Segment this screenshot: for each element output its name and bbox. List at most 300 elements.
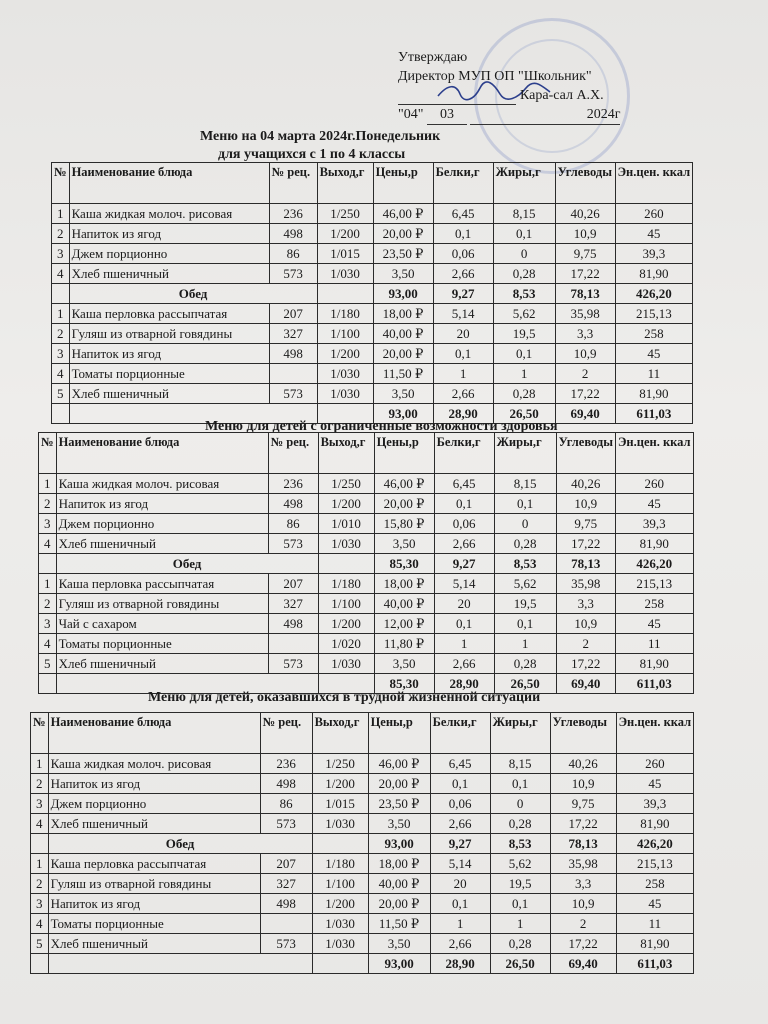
table-cell: Хлеб пшеничный <box>48 934 260 954</box>
table-cell: Гуляш из отварной говядины <box>56 594 268 614</box>
total-cell: 426,20 <box>616 834 694 854</box>
table-cell: Томаты порционные <box>48 914 260 934</box>
table-cell: 86 <box>260 794 312 814</box>
total-cell: 8,53 <box>493 284 555 304</box>
menu-table <box>51 162 693 424</box>
column-header: № рец. <box>268 433 318 474</box>
total-cell: 93,00 <box>368 954 430 974</box>
column-header: Выход,г <box>312 713 368 754</box>
total-cell: 69,40 <box>555 404 615 424</box>
total-cell: 9,27 <box>430 834 490 854</box>
column-header: Жиры,г <box>494 433 556 474</box>
table-cell: 20 <box>430 874 490 894</box>
table-cell: 11,50 ₽ <box>373 364 433 384</box>
table-cell: 2,66 <box>430 814 490 834</box>
table-cell <box>318 554 374 574</box>
table-row <box>52 384 693 404</box>
table-cell: 46,00 ₽ <box>373 204 433 224</box>
table-cell: 10,9 <box>555 344 615 364</box>
section-title: для учащихся с 1 по 4 классы <box>218 147 406 162</box>
table-cell: 81,90 <box>615 654 693 674</box>
table-cell: 327 <box>268 594 318 614</box>
column-header: Наименование блюда <box>56 433 268 474</box>
table-row <box>39 634 694 654</box>
table-header-row <box>52 163 693 204</box>
table-cell: 5,14 <box>434 574 494 594</box>
table-cell: 498 <box>269 344 317 364</box>
table-cell: 5 <box>31 934 49 954</box>
table-cell: 15,80 ₽ <box>374 514 434 534</box>
total-cell: 426,20 <box>615 554 693 574</box>
table-row <box>31 794 694 814</box>
table-row <box>52 264 693 284</box>
table-cell: 2,66 <box>434 654 494 674</box>
table-cell: 40,26 <box>556 474 615 494</box>
table-cell: 0 <box>490 794 550 814</box>
column-header: Жиры,г <box>490 713 550 754</box>
table-cell: 498 <box>260 774 312 794</box>
section-title: Меню для детей с ограниченные возможности здоровья <box>205 419 558 434</box>
total-cell: 93,00 <box>368 834 430 854</box>
table-cell <box>52 284 70 304</box>
table-cell: 498 <box>269 224 317 244</box>
table-cell: 81,90 <box>616 814 694 834</box>
table-cell: 3,50 <box>374 534 434 554</box>
table-cell: 1 <box>433 364 493 384</box>
total-cell: 78,13 <box>555 284 615 304</box>
table-cell: 81,90 <box>615 264 693 284</box>
column-header: Цены,р <box>373 163 433 204</box>
total-cell: 26,50 <box>490 954 550 974</box>
table-cell: 10,9 <box>550 894 616 914</box>
table-cell: Гуляш из отварной говядины <box>48 874 260 894</box>
total-cell: 26,50 <box>494 674 556 694</box>
table-row <box>52 204 693 224</box>
table-row <box>39 654 694 674</box>
column-header: Белки,г <box>433 163 493 204</box>
table-cell <box>52 404 70 424</box>
section-title: Меню на 04 марта 2024г.Понедельник <box>200 129 441 144</box>
table-cell: 20 <box>433 324 493 344</box>
table-cell: 1 <box>494 634 556 654</box>
table-cell: 18,00 ₽ <box>373 304 433 324</box>
table-cell: 207 <box>268 574 318 594</box>
total-cell: 28,90 <box>433 404 493 424</box>
column-header: Белки,г <box>430 713 490 754</box>
table-cell: Хлеб пшеничный <box>48 814 260 834</box>
table-cell: 2,66 <box>434 534 494 554</box>
table-cell: 23,50 ₽ <box>368 794 430 814</box>
table-cell <box>312 834 368 854</box>
table-cell: 40,26 <box>550 754 616 774</box>
table-cell: 2 <box>31 874 49 894</box>
table-cell <box>39 674 57 694</box>
table-cell: 0,1 <box>433 224 493 244</box>
total-cell: 28,90 <box>430 954 490 974</box>
table-row <box>31 814 694 834</box>
table-cell: 2 <box>31 774 49 794</box>
table-cell: 5,14 <box>430 854 490 874</box>
section-title: Меню для детей, оказавшихся в трудной жизненной ситуации <box>148 690 541 705</box>
table-cell <box>317 284 373 304</box>
table-cell: 19,5 <box>490 874 550 894</box>
table-cell: 40,26 <box>555 204 615 224</box>
table-cell: 327 <box>260 874 312 894</box>
table-cell: 1/200 <box>317 224 373 244</box>
table-cell: Томаты порционные <box>56 634 268 654</box>
total-cell: 69,40 <box>556 674 615 694</box>
table-cell: 3 <box>39 614 57 634</box>
total-cell: 85,30 <box>374 554 434 574</box>
table-row <box>39 514 694 534</box>
table-cell: 1/020 <box>318 634 374 654</box>
table-cell: 1/250 <box>312 754 368 774</box>
table-cell: 4 <box>52 264 70 284</box>
table-row <box>52 364 693 384</box>
table-cell: 1/015 <box>317 244 373 264</box>
table-cell: 1/250 <box>317 204 373 224</box>
table-cell: 0,1 <box>430 894 490 914</box>
total-cell: 9,27 <box>433 284 493 304</box>
table-cell: 1/250 <box>318 474 374 494</box>
table-cell: 573 <box>260 814 312 834</box>
table-cell <box>268 634 318 654</box>
column-header: Выход,г <box>317 163 373 204</box>
table-cell: 1/100 <box>317 324 373 344</box>
table-cell: 573 <box>260 934 312 954</box>
table-cell: 1/200 <box>312 894 368 914</box>
table-cell: 20,00 ₽ <box>373 224 433 244</box>
table-cell: 573 <box>268 534 318 554</box>
table-cell: 1/200 <box>312 774 368 794</box>
lunch-label: Обед <box>48 834 312 854</box>
table-cell: 5 <box>52 384 70 404</box>
table-cell: Напиток из ягод <box>48 894 260 914</box>
total-row <box>31 954 694 974</box>
column-header: № рец. <box>260 713 312 754</box>
table-cell <box>31 834 49 854</box>
table-cell: 2 <box>550 914 616 934</box>
table-cell: 0,28 <box>494 534 556 554</box>
table-cell: 260 <box>615 204 693 224</box>
table-cell: 10,9 <box>556 494 615 514</box>
table-cell: 2 <box>39 494 57 514</box>
table-cell: Томаты порционные <box>69 364 269 384</box>
table-cell: 0,1 <box>434 494 494 514</box>
table-cell: 19,5 <box>494 594 556 614</box>
table-cell: 23,50 ₽ <box>373 244 433 264</box>
table-cell: 45 <box>616 774 694 794</box>
table-cell: 2,66 <box>433 264 493 284</box>
table-cell: 258 <box>615 324 693 344</box>
table-cell <box>269 364 317 384</box>
table-cell: 207 <box>269 304 317 324</box>
table-cell: 19,5 <box>493 324 555 344</box>
table-cell: 258 <box>616 874 694 894</box>
table-cell: 81,90 <box>615 534 693 554</box>
table-cell: 236 <box>268 474 318 494</box>
table-cell: 1/030 <box>312 934 368 954</box>
approval-date-day: "04" <box>398 107 424 122</box>
table-cell: 0,28 <box>490 934 550 954</box>
table-cell: 1/180 <box>317 304 373 324</box>
table-cell: 1/030 <box>312 914 368 934</box>
table-cell: 0,28 <box>490 814 550 834</box>
table-cell: 20,00 ₽ <box>368 774 430 794</box>
table-cell: 0,06 <box>433 244 493 264</box>
table-cell: 1 <box>430 914 490 934</box>
table-cell: 0,1 <box>490 774 550 794</box>
table-cell: Каша перловка рассыпчатая <box>56 574 268 594</box>
table-cell: 3,50 <box>373 384 433 404</box>
table-cell: 327 <box>269 324 317 344</box>
table-cell: 236 <box>269 204 317 224</box>
total-cell: 85,30 <box>374 674 434 694</box>
table-cell: 10,9 <box>550 774 616 794</box>
table-cell: 0,1 <box>490 894 550 914</box>
table-row <box>31 854 694 874</box>
table-cell: 17,22 <box>556 654 615 674</box>
table-cell: 6,45 <box>434 474 494 494</box>
column-header: Углеводы <box>555 163 615 204</box>
table-cell: Напиток из ягод <box>56 494 268 514</box>
table-cell: Хлеб пшеничный <box>56 534 268 554</box>
table-cell: Каша перловка рассыпчатая <box>48 854 260 874</box>
approval-block <box>398 48 728 125</box>
table-cell: 215,13 <box>615 574 693 594</box>
approval-date-month: 03 <box>427 105 467 125</box>
table-cell: Джем порционно <box>56 514 268 534</box>
table-cell: 1 <box>31 754 49 774</box>
table-cell: 18,00 ₽ <box>374 574 434 594</box>
table-cell: 86 <box>269 244 317 264</box>
total-cell: 78,13 <box>556 554 615 574</box>
table-cell: Каша перловка рассыпчатая <box>69 304 269 324</box>
table-cell: 5 <box>39 654 57 674</box>
table-cell: 5,14 <box>433 304 493 324</box>
table-cell: 6,45 <box>433 204 493 224</box>
total-cell: 426,20 <box>615 284 693 304</box>
table-cell: 4 <box>39 534 57 554</box>
table-cell: 39,3 <box>615 244 693 264</box>
column-header: Белки,г <box>434 433 494 474</box>
table-cell: 1 <box>52 204 70 224</box>
lunch-label: Обед <box>56 554 318 574</box>
approval-line-2: Директор МУП ОП "Школьник" <box>398 69 592 84</box>
table-cell: 258 <box>615 594 693 614</box>
table-cell: 215,13 <box>616 854 694 874</box>
table-cell: 1 <box>31 854 49 874</box>
table-cell: 11,50 ₽ <box>368 914 430 934</box>
table-cell: 1 <box>39 474 57 494</box>
table-cell: 1/015 <box>312 794 368 814</box>
table-cell: 40,00 ₽ <box>368 874 430 894</box>
table-cell: Джем порционно <box>48 794 260 814</box>
column-header: № <box>39 433 57 474</box>
table-cell: Каша жидкая молоч. рисовая <box>48 754 260 774</box>
table-cell <box>39 554 57 574</box>
table-cell: 1/030 <box>317 384 373 404</box>
total-cell: 26,50 <box>493 404 555 424</box>
table-cell: 17,22 <box>556 534 615 554</box>
table-cell <box>31 954 49 974</box>
column-header: Выход,г <box>318 433 374 474</box>
table-cell: 11 <box>615 634 693 654</box>
table-cell: 35,98 <box>555 304 615 324</box>
column-header: Цены,р <box>368 713 430 754</box>
table-cell: 9,75 <box>555 244 615 264</box>
table-cell: 17,22 <box>550 814 616 834</box>
table-cell: 46,00 ₽ <box>368 754 430 774</box>
table-cell: 1/030 <box>318 534 374 554</box>
lunch-label: Обед <box>69 284 317 304</box>
table-cell: 11,80 ₽ <box>374 634 434 654</box>
table-row <box>39 574 694 594</box>
table-cell: 1 <box>493 364 555 384</box>
table-cell: 260 <box>615 474 693 494</box>
table-cell: 2 <box>555 364 615 384</box>
table-row <box>52 224 693 244</box>
column-header: Эн.цен. ккал <box>616 713 694 754</box>
table-cell: 9,75 <box>550 794 616 814</box>
table-cell: 0,1 <box>493 224 555 244</box>
table-cell: 1/030 <box>318 654 374 674</box>
table-cell: 10,9 <box>555 224 615 244</box>
table-cell: 2,66 <box>430 934 490 954</box>
table-cell <box>260 914 312 934</box>
table-cell: 0,1 <box>430 774 490 794</box>
table-row <box>52 324 693 344</box>
approval-year: 2024г <box>470 105 620 125</box>
table-cell: 39,3 <box>615 514 693 534</box>
table-cell: 40,00 ₽ <box>374 594 434 614</box>
table-cell: 9,75 <box>556 514 615 534</box>
table-cell: 20,00 ₽ <box>373 344 433 364</box>
table-cell: 8,15 <box>490 754 550 774</box>
approval-name: Кара-сал А.Х. <box>520 88 604 103</box>
table-cell: 11 <box>616 914 694 934</box>
table-cell: 46,00 ₽ <box>374 474 434 494</box>
table-cell: 207 <box>260 854 312 874</box>
table-cell: 3,50 <box>368 814 430 834</box>
table-row <box>31 934 694 954</box>
table-cell: 8,15 <box>494 474 556 494</box>
table-cell <box>312 954 368 974</box>
table-cell: 1/100 <box>318 594 374 614</box>
table-cell: 39,3 <box>616 794 694 814</box>
table-cell: 17,22 <box>550 934 616 954</box>
table-cell: 5,62 <box>490 854 550 874</box>
table-cell: 0,06 <box>430 794 490 814</box>
table-cell: 1/200 <box>317 344 373 364</box>
column-header: Углеводы <box>550 713 616 754</box>
table-cell: 573 <box>268 654 318 674</box>
table-cell: 3,50 <box>374 654 434 674</box>
table-cell: 215,13 <box>615 304 693 324</box>
table-header-row <box>31 713 694 754</box>
table-cell: 3 <box>39 514 57 534</box>
table-cell: 498 <box>260 894 312 914</box>
table-cell: Напиток из ягод <box>48 774 260 794</box>
table-cell: 5,62 <box>494 574 556 594</box>
table-cell: 0,28 <box>493 384 555 404</box>
table-cell: 17,22 <box>555 384 615 404</box>
table-cell: 4 <box>31 814 49 834</box>
total-row <box>52 284 693 304</box>
table-cell: Хлеб пшеничный <box>56 654 268 674</box>
table-cell: 1 <box>52 304 70 324</box>
table-cell: 11 <box>615 364 693 384</box>
total-cell: 611,03 <box>615 674 693 694</box>
table-cell: 1/200 <box>318 494 374 514</box>
table-cell: 2 <box>52 224 70 244</box>
table-cell: 0,1 <box>433 344 493 364</box>
table-cell: Хлеб пшеничный <box>69 264 269 284</box>
table-row <box>52 304 693 324</box>
menu-table <box>30 712 694 974</box>
total-cell: 78,13 <box>550 834 616 854</box>
table-cell: 12,00 ₽ <box>374 614 434 634</box>
table-cell <box>48 954 312 974</box>
table-cell: 2 <box>556 634 615 654</box>
table-cell: 260 <box>616 754 694 774</box>
table-cell: 1/180 <box>312 854 368 874</box>
table-cell: 0 <box>494 514 556 534</box>
table-cell: Джем порционно <box>69 244 269 264</box>
total-cell: 93,00 <box>373 284 433 304</box>
table-row <box>31 894 694 914</box>
total-cell: 28,90 <box>434 674 494 694</box>
approval-line-1: Утверждаю <box>398 50 468 65</box>
table-cell: 2 <box>52 324 70 344</box>
column-header: Эн.цен. ккал <box>615 433 693 474</box>
table-cell: 86 <box>268 514 318 534</box>
table-cell: 0,1 <box>494 614 556 634</box>
table-cell: 40,00 ₽ <box>373 324 433 344</box>
table-cell: 20,00 ₽ <box>374 494 434 514</box>
total-cell: 9,27 <box>434 554 494 574</box>
table-cell: 81,90 <box>615 384 693 404</box>
table-cell: 1/100 <box>312 874 368 894</box>
table-cell: 1 <box>490 914 550 934</box>
table-cell: 35,98 <box>556 574 615 594</box>
table-cell: 1 <box>434 634 494 654</box>
column-header: № <box>52 163 70 204</box>
table-cell: 1/180 <box>318 574 374 594</box>
table-cell: 3 <box>52 244 70 264</box>
table-cell: 236 <box>260 754 312 774</box>
table-cell: 0,06 <box>434 514 494 534</box>
table-cell: 3 <box>31 894 49 914</box>
table-cell: 20,00 ₽ <box>368 894 430 914</box>
total-cell: 611,03 <box>616 954 694 974</box>
column-header: № рец. <box>269 163 317 204</box>
table-cell: 4 <box>52 364 70 384</box>
table-cell: 10,9 <box>556 614 615 634</box>
column-header: Цены,р <box>374 433 434 474</box>
table-cell: 2,66 <box>433 384 493 404</box>
table-cell: 0,1 <box>434 614 494 634</box>
table-cell: 45 <box>616 894 694 914</box>
table-row <box>31 754 694 774</box>
table-cell: 45 <box>615 224 693 244</box>
table-row <box>52 244 693 264</box>
table-cell: Напиток из ягод <box>69 224 269 244</box>
table-cell: Напиток из ягод <box>69 344 269 364</box>
column-header: № <box>31 713 49 754</box>
table-cell: Каша жидкая молоч. рисовая <box>69 204 269 224</box>
table-cell: 0,1 <box>493 344 555 364</box>
